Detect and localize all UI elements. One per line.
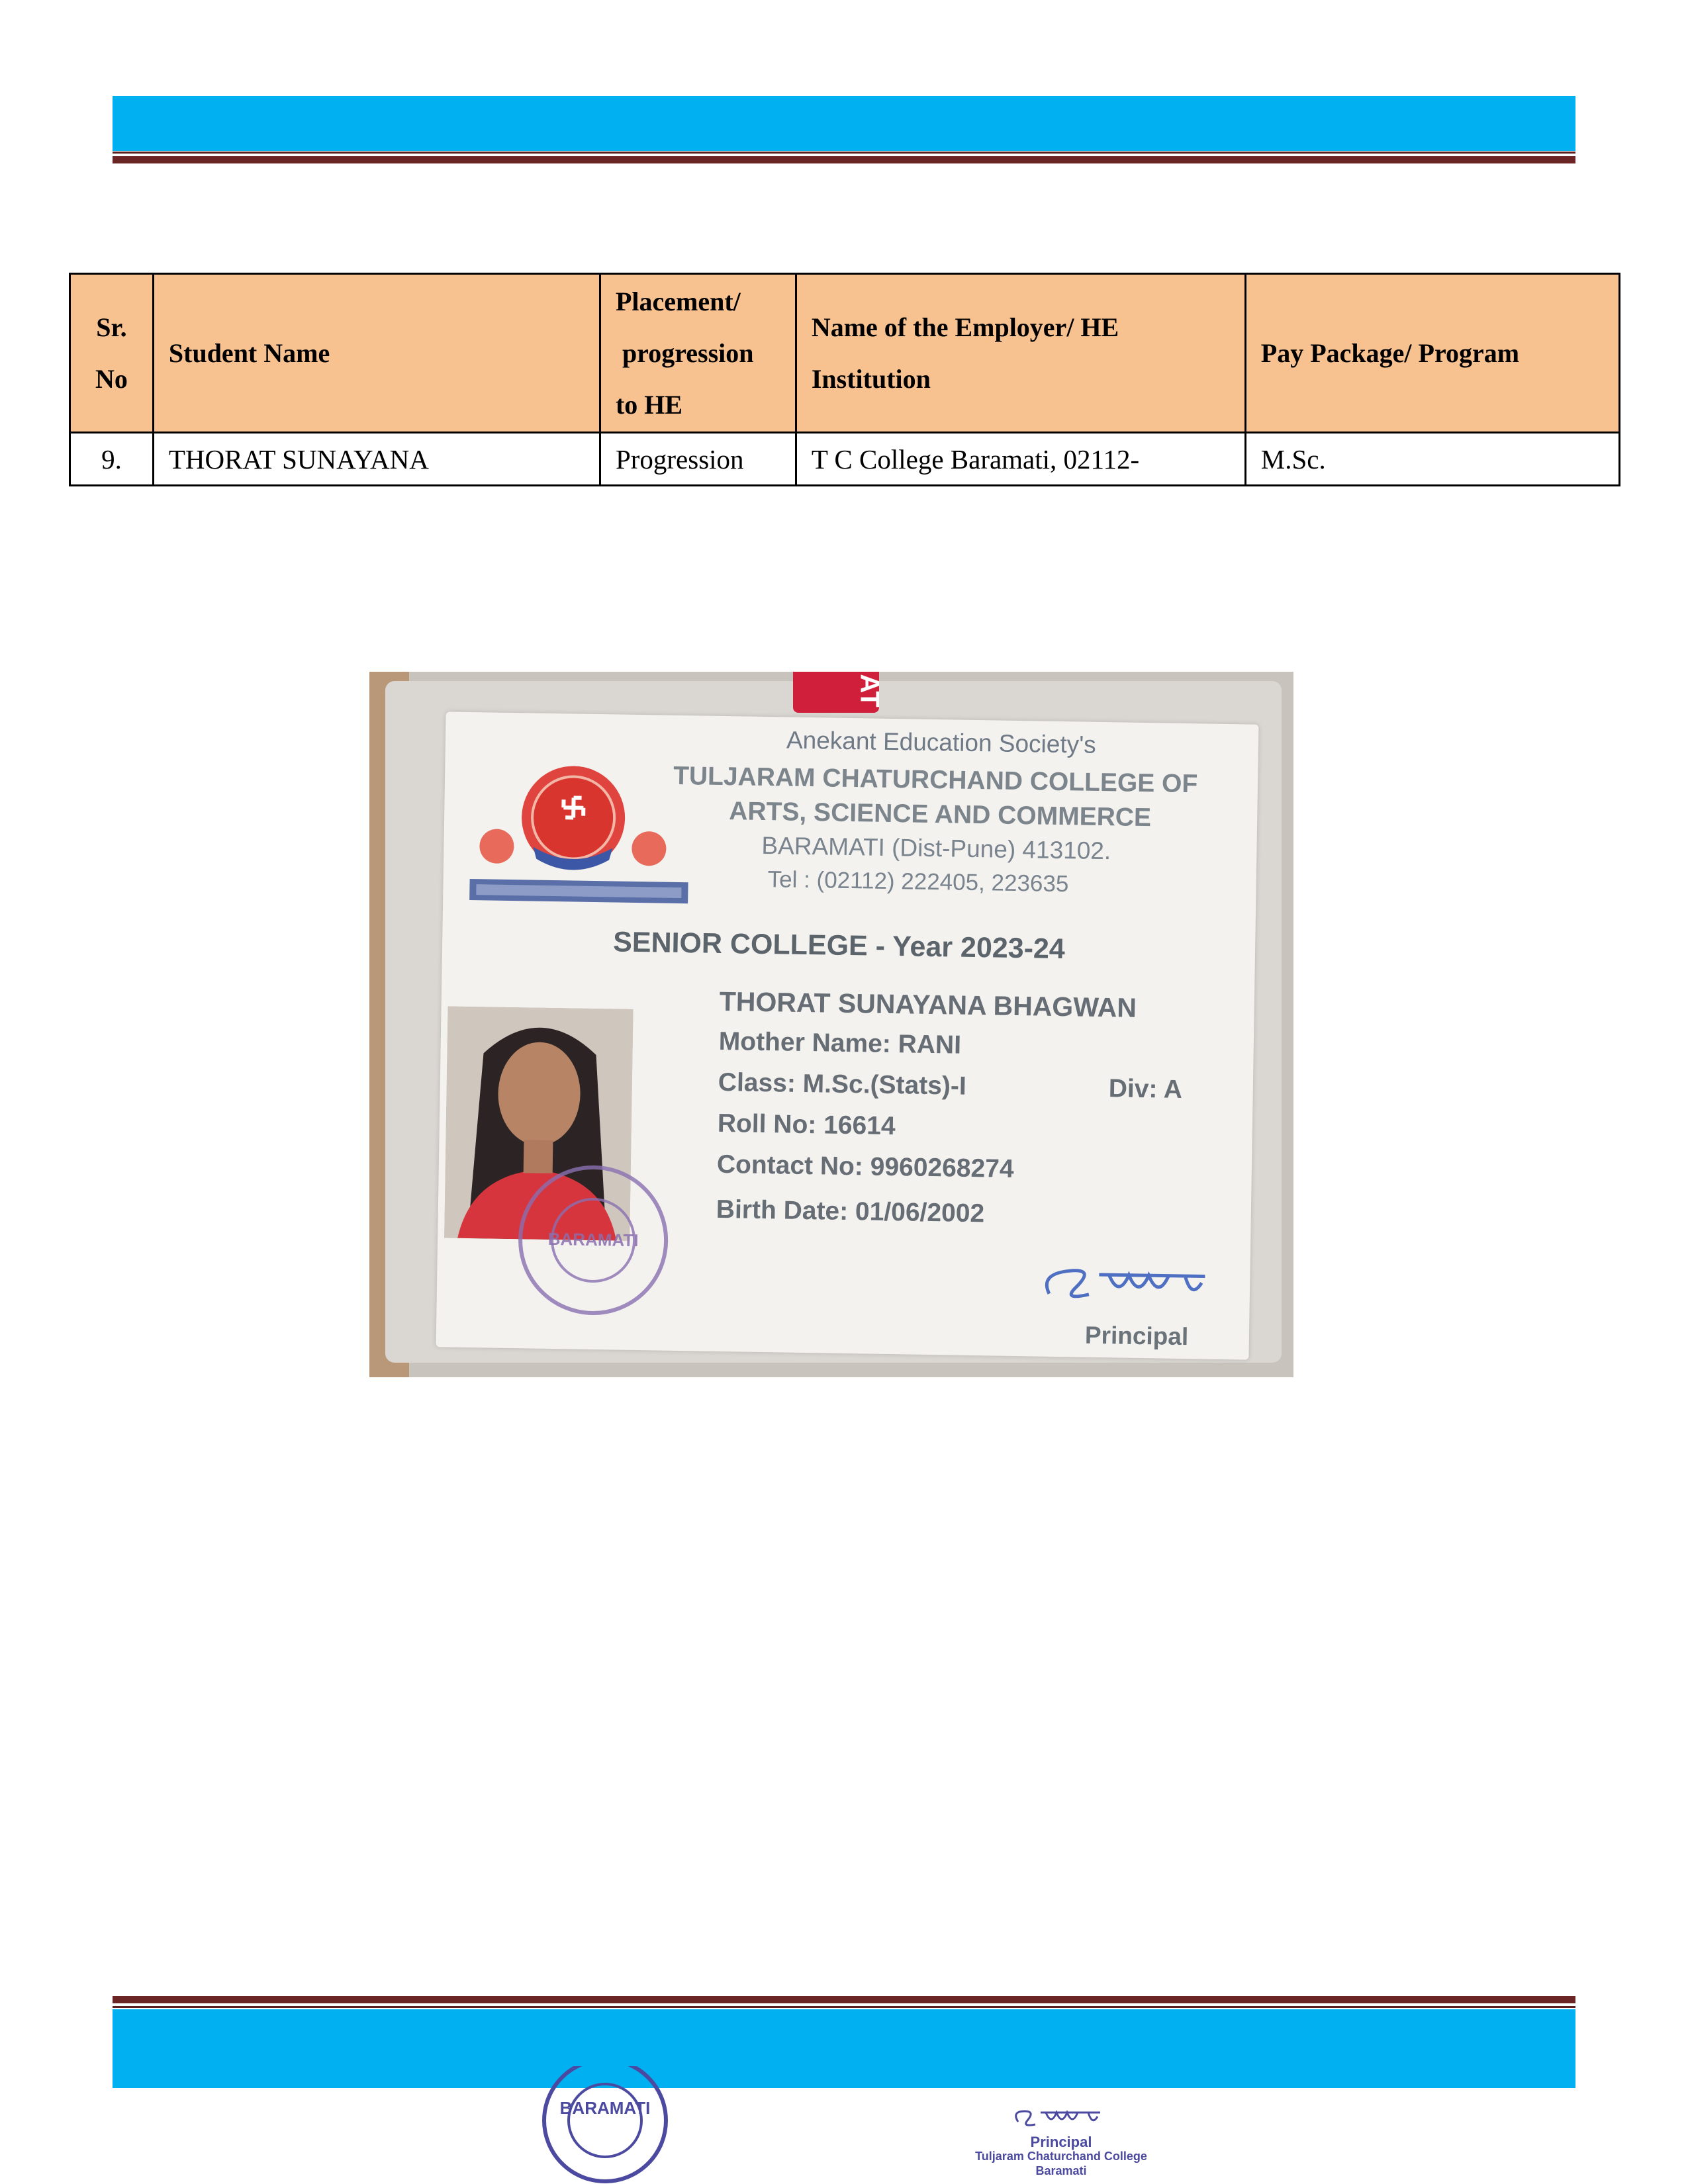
academic-session: SENIOR COLLEGE - Year 2023-24 — [612, 926, 1066, 966]
birth-date: Birth Date: 01/06/2002 — [716, 1195, 985, 1228]
header-pay-package: Pay Package/ Program — [1245, 274, 1619, 433]
footer-stamp-text: BARAMATI — [559, 2098, 651, 2118]
header-rule — [113, 152, 1575, 154]
college-emblem — [456, 747, 697, 916]
header-employer-line: Name of the Employer/ HE — [811, 312, 1119, 342]
college-name-line1: TULJARAM CHATURCHAND COLLEGE OF — [673, 761, 1198, 799]
principal-label: Principal — [1084, 1321, 1189, 1351]
lanyard-strap — [793, 672, 884, 713]
id-card-photo — [369, 672, 1293, 1377]
college-name-line2: ARTS, SCIENCE AND COMMERCE — [728, 797, 1152, 833]
header-sr-line: Sr. — [96, 312, 127, 342]
header-band — [113, 96, 1575, 151]
contact-number: Contact No: 9960268274 — [716, 1150, 1014, 1183]
header-sr-no — [70, 274, 154, 433]
header-student-name: Student Name — [153, 274, 600, 433]
college-address: BARAMATI (Dist-Pune) 413102. — [761, 831, 1111, 865]
footer-principal-label: Principal — [1030, 2134, 1092, 2150]
footer-signature-block — [972, 2103, 1150, 2181]
cell-pay-package: M.Sc. — [1245, 433, 1619, 486]
header-placement-line: progression — [622, 338, 754, 368]
footer-rule — [113, 1996, 1575, 2003]
header-sr-line: No — [95, 363, 128, 394]
cell-placement: Progression — [600, 433, 796, 486]
header-placement-line: to HE — [615, 389, 683, 420]
principal-signature — [1035, 1248, 1222, 1323]
header-placement-line: Placement/ — [615, 286, 741, 316]
college-stamp — [512, 1160, 674, 1321]
placement-table — [69, 273, 1620, 486]
header-employer-line: Institution — [811, 363, 931, 394]
student-class: Class: M.Sc.(Stats)-I — [718, 1068, 967, 1101]
footer-college-stamp — [538, 2066, 673, 2184]
header-rule — [113, 156, 1575, 163]
roll-number: Roll No: 16614 — [717, 1109, 896, 1141]
cell-sr-no: 9. — [70, 433, 154, 486]
footer-city: Baramati — [1035, 2164, 1087, 2177]
header-placement — [600, 274, 796, 433]
table-row — [70, 433, 1620, 486]
stamp-text: BARAMATI — [547, 1228, 639, 1251]
footer-college-name: Tuljaram Chaturchand College — [975, 2150, 1147, 2163]
lanyard-text: AT — [855, 674, 884, 707]
student-full-name: THORAT SUNAYANA BHAGWAN — [719, 985, 1137, 1023]
table-header-row — [70, 274, 1620, 433]
id-card — [436, 711, 1259, 1359]
mother-name: Mother Name: RANI — [718, 1026, 962, 1060]
college-phone: Tel : (02112) 222405, 223635 — [767, 866, 1069, 897]
cell-student-name: THORAT SUNAYANA — [153, 433, 600, 486]
student-division: Div: A — [1108, 1074, 1183, 1104]
footer-signature — [972, 2103, 1150, 2136]
footer-rule — [113, 2006, 1575, 2008]
footer-band — [113, 2009, 1575, 2088]
header-employer — [796, 274, 1245, 433]
society-name: Anekant Education Society's — [786, 726, 1097, 758]
cell-employer: T C College Baramati, 02112- — [796, 433, 1245, 486]
